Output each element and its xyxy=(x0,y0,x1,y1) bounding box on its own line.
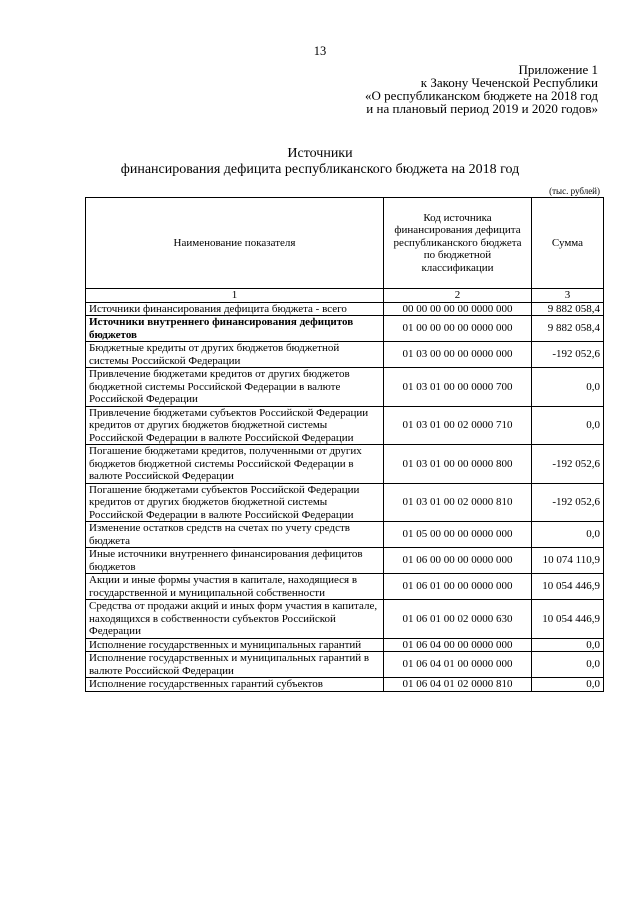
table-row xyxy=(86,638,604,652)
appendix-line: и на плановый период 2019 и 2020 годов» xyxy=(366,101,598,116)
row-name-cell: Привлечение бюджетами субъектов Российской Федерации кредитов от других бюджетов бюджетной системы Российской Федерации в валюте Российской Федерации xyxy=(86,406,384,445)
row-sum-cell: 0,0 xyxy=(532,678,604,692)
row-code-cell: 01 06 04 01 00 0000 000 xyxy=(384,652,532,678)
table-row xyxy=(86,406,604,445)
row-name-cell: Исполнение государственных и муниципальных гарантий xyxy=(86,638,384,652)
table-row xyxy=(86,302,604,316)
row-code-cell: 01 06 04 01 02 0000 810 xyxy=(384,678,532,692)
table-header-row xyxy=(86,198,604,289)
column-number: 3 xyxy=(532,289,604,303)
table-row xyxy=(86,316,604,342)
column-number: 2 xyxy=(384,289,532,303)
row-sum-cell: 0,0 xyxy=(532,638,604,652)
financing-sources-table xyxy=(85,197,604,692)
row-sum-cell: 0,0 xyxy=(532,406,604,445)
document-title xyxy=(0,146,640,178)
title-line-2: финансирования дефицита республиканского бюджета на 2018 год xyxy=(120,162,520,177)
row-code-cell: 01 06 01 00 00 0000 000 xyxy=(384,574,532,600)
row-name-cell: Иные источники внутреннего финансирования дефицитов бюджетов xyxy=(86,548,384,574)
row-name-cell: Исполнение государственных и муниципальных гарантий в валюте Российской Федерации xyxy=(86,652,384,678)
table-row xyxy=(86,652,604,678)
row-name-cell: Исполнение государственных гарантий субъектов xyxy=(86,678,384,692)
row-sum-cell: 0,0 xyxy=(532,368,604,407)
row-name-cell: Акции и иные формы участия в капитале, находящиеся в государственной и муниципальной собственности xyxy=(86,574,384,600)
row-sum-cell: -192 052,6 xyxy=(532,445,604,484)
header-name: Наименование показателя xyxy=(86,198,384,289)
row-sum-cell: -192 052,6 xyxy=(532,483,604,522)
table-row xyxy=(86,574,604,600)
row-sum-cell: 0,0 xyxy=(532,522,604,548)
row-code-cell: 01 05 00 00 00 0000 000 xyxy=(384,522,532,548)
page-number: 13 xyxy=(313,44,327,58)
row-name-cell: Средства от продажи акций и иных форм участия в капитале, находящихся в собственности субъектов Российской Федерации xyxy=(86,600,384,639)
title-line-1: Источники xyxy=(287,146,353,161)
row-sum-cell: 0,0 xyxy=(532,652,604,678)
row-name-cell: Бюджетные кредиты от других бюджетов бюджетной системы Российской Федерации xyxy=(86,342,384,368)
row-code-cell: 01 03 01 00 00 0000 800 xyxy=(384,445,532,484)
table-row xyxy=(86,445,604,484)
row-code-cell: 01 06 00 00 00 0000 000 xyxy=(384,548,532,574)
column-number: 1 xyxy=(86,289,384,303)
appendix-line: к Закону Чеченской Республики xyxy=(420,75,598,90)
appendix-line: «О республиканском бюджете на 2018 год xyxy=(364,88,598,103)
header-sum: Сумма xyxy=(532,198,604,289)
table-row xyxy=(86,600,604,639)
table-row xyxy=(86,483,604,522)
row-code-cell: 01 03 01 00 02 0000 810 xyxy=(384,483,532,522)
row-code-cell: 01 06 04 00 00 0000 000 xyxy=(384,638,532,652)
table-row xyxy=(86,678,604,692)
row-sum-cell: 9 882 058,4 xyxy=(532,302,604,316)
appendix-header xyxy=(365,63,598,115)
row-code-cell: 01 06 01 00 02 0000 630 xyxy=(384,600,532,639)
row-name-cell: Источники финансирования дефицита бюджета - всего xyxy=(86,302,384,316)
row-code-cell: 00 00 00 00 00 0000 000 xyxy=(384,302,532,316)
row-code-cell: 01 00 00 00 00 0000 000 xyxy=(384,316,532,342)
row-name-cell: Погашение бюджетами кредитов, полученными от других бюджетов бюджетной системы Российской Федерации в валюте Российской Федерации xyxy=(86,445,384,484)
row-sum-cell: 10 054 446,9 xyxy=(532,600,604,639)
row-sum-cell: 10 054 446,9 xyxy=(532,574,604,600)
row-code-cell: 01 03 01 00 00 0000 700 xyxy=(384,368,532,407)
header-code: Код источника финансирования дефицита республиканского бюджета по бюджетной классификации xyxy=(384,198,532,289)
row-name-cell: Погашение бюджетами субъектов Российской Федерации кредитов от других бюджетов бюджетной системы Российской Федерации в валюте Российской Федерации xyxy=(86,483,384,522)
units-label: (тыс. рублей) xyxy=(549,186,600,196)
appendix-line: Приложение 1 xyxy=(518,62,598,77)
row-name-cell: Источники внутреннего финансирования дефицитов бюджетов xyxy=(86,316,384,342)
row-code-cell: 01 03 01 00 02 0000 710 xyxy=(384,406,532,445)
row-name-cell: Привлечение бюджетами кредитов от других бюджетов бюджетной системы Российской Федерации в валюте Российской Федерации xyxy=(86,368,384,407)
row-sum-cell: -192 052,6 xyxy=(532,342,604,368)
row-sum-cell: 9 882 058,4 xyxy=(532,316,604,342)
row-name-cell: Изменение остатков средств на счетах по учету средств бюджета xyxy=(86,522,384,548)
table-body xyxy=(86,302,604,691)
row-code-cell: 01 03 00 00 00 0000 000 xyxy=(384,342,532,368)
table-row xyxy=(86,368,604,407)
row-sum-cell: 10 074 110,9 xyxy=(532,548,604,574)
table-row xyxy=(86,342,604,368)
table-row xyxy=(86,522,604,548)
column-number-row xyxy=(86,289,604,303)
table-row xyxy=(86,548,604,574)
